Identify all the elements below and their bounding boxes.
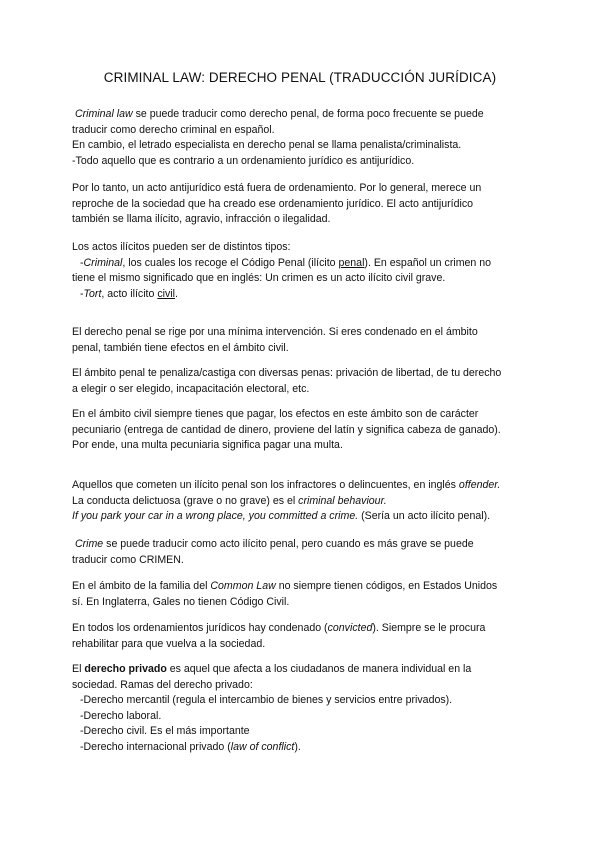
- text-line: pecuniario (entrega de cantidad de dinero, proviene del latín y significa cabeza de ganado).: [72, 423, 501, 436]
- paragraph-ambito-penal: [72, 366, 542, 397]
- list-item: -Derecho civil. Es el más importante: [80, 725, 250, 738]
- list-item: -Derecho laboral.: [80, 709, 162, 722]
- example-sentence: If you park your car in a wrong place, you committed a crime. (Sería un acto ilícito penal).: [72, 510, 491, 523]
- text-line: reproche de la sociedad que ha creado ese ordenamiento jurídico. El acto antijurídico: [72, 197, 474, 210]
- text-line: En el ámbito de la familia del Common Law no siempre tienen códigos, en Estados Unidos: [72, 580, 498, 592]
- text-line: Los actos ilícitos pueden ser de distintos tipos:: [72, 241, 291, 253]
- civil-link[interactable]: civil: [157, 287, 175, 300]
- paragraph-ambito-civil: [72, 407, 542, 454]
- term-law-of-conflict: law of conflict: [230, 740, 295, 753]
- paragraph-actos-ilicitos: [72, 240, 542, 302]
- paragraph-criminal-law: [72, 107, 542, 169]
- paragraph-convicted: [72, 621, 542, 652]
- text-line: traducir como CRIMEN.: [72, 553, 184, 566]
- text-line: Crime se puede traducir como acto ilícito penal, pero cuando es más grave se puede: [74, 538, 474, 550]
- paragraph-antijuridico: [72, 181, 542, 228]
- penal-link[interactable]: penal: [338, 256, 365, 269]
- term-criminal: Criminal: [83, 256, 123, 269]
- text-line: El ámbito penal te penaliza/castiga con diversas penas: privación de libertad, de tu derecho: [72, 367, 502, 379]
- text-line: penal, también tiene efectos en el ámbito civil.: [72, 341, 289, 354]
- text-line: Criminal law se puede traducir como derecho penal, de forma poco frecuente se puede: [74, 108, 484, 120]
- text-line: sí. En Inglaterra, Gales no tienen Código Civil.: [72, 595, 290, 608]
- text-line: El derecho privado es aquel que afecta a los ciudadanos de manera individual en la: [72, 663, 472, 675]
- term-common-law: Common Law: [210, 580, 276, 592]
- paragraph-offender: [72, 478, 542, 525]
- term-convicted: convicted: [327, 622, 373, 634]
- paragraph-minima-intervencion: [72, 325, 542, 356]
- text-line: La conducta delictuosa (grave o no grave) es el criminal behaviour.: [72, 494, 387, 507]
- text-line: Por ende, una multa pecuniaria significa pagar una multa.: [72, 439, 343, 452]
- paragraph-crime: [72, 537, 542, 568]
- paragraph-common-law: [72, 579, 542, 610]
- text-line: En todos los ordenamientos jurídicos hay condenado (convicted). Siempre se le procura: [72, 622, 486, 634]
- text-line: En cambio, el letrado especialista en derecho penal se llama penalista/criminalista.: [72, 139, 462, 152]
- text-line: El derecho penal se rige por una mínima intervención. Si eres condenado en el ámbito: [72, 326, 478, 338]
- term-criminal-law: Criminal law: [74, 108, 133, 120]
- term-crime: Crime: [74, 538, 104, 550]
- text-line: -Todo aquello que es contrario a un ordenamiento jurídico es antijurídico.: [72, 154, 415, 167]
- term-offender: offender.: [458, 479, 501, 491]
- list-item-tort: -Tort, acto ilícito civil.: [80, 287, 178, 300]
- list-item: -Derecho internacional privado (law of conflict).: [80, 740, 301, 753]
- text-line: también se llama ilícito, agravio, infracción o ilegalidad.: [72, 213, 331, 226]
- text-line: En el ámbito civil siempre tienes que pagar, los efectos en este ámbito son de carácter: [72, 408, 479, 420]
- page-title: CRIMINAL LAW: DERECHO PENAL (TRADUCCIÓN JURÍDICA): [103, 70, 497, 85]
- text-line: rehabilitar para que vuelva a la sociedad.: [72, 637, 266, 650]
- list-item: -Derecho mercantil (regula el intercambio de bienes y servicios entre privados).: [80, 694, 453, 707]
- text-line: Aquellos que cometen un ilícito penal son los infractores o delincuentes, en inglés offender.: [72, 479, 501, 491]
- text-line: sociedad. Ramas del derecho privado:: [72, 678, 253, 691]
- text-line: a elegir o ser elegido, incapacitación electoral, etc.: [72, 382, 310, 395]
- text-line: tiene el mismo significado que en inglés: Un crimen es un acto ilícito civil grave.: [72, 272, 446, 285]
- text-line: traducir como derecho criminal en español.: [72, 123, 275, 136]
- term-criminal-behaviour: criminal behaviour.: [298, 494, 387, 507]
- term-tort: Tort: [83, 287, 102, 300]
- text-line: Por lo tanto, un acto antijurídico está fuera de ordenamiento. Por lo general, merece un: [72, 182, 482, 194]
- list-item-criminal: -Criminal, los cuales los recoge el Código Penal (ilícito penal). En español un crimen no: [80, 256, 492, 269]
- term-derecho-privado: derecho privado: [84, 663, 167, 675]
- paragraph-derecho-privado: [72, 662, 542, 756]
